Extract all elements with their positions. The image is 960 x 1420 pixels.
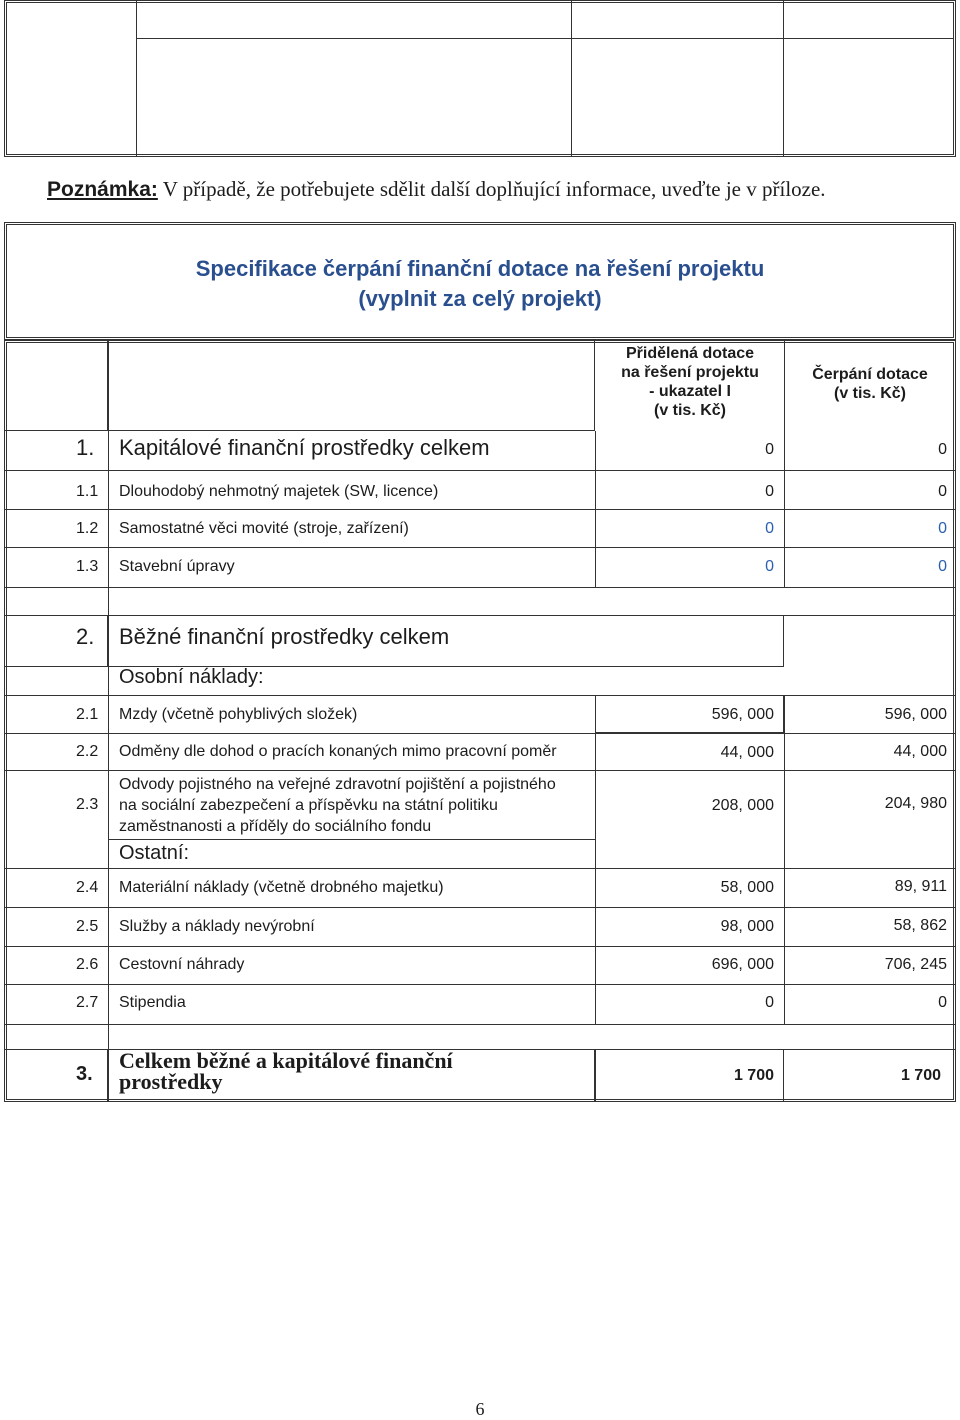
- row-1-2-label: Samostatné věci movité (stroje, zařízení): [119, 520, 409, 537]
- row-2-4-label: Materiální náklady (včetně drobného majetku): [119, 879, 444, 896]
- section3-drawn: 1 700: [900, 1067, 941, 1084]
- row-2-5-allocated: 98, 000: [720, 918, 774, 935]
- col-divider: [595, 695, 596, 1024]
- row-rule: [4, 907, 956, 908]
- row-2-3-drawn: 204, 980: [884, 795, 947, 812]
- row-2-1-num: 2.1: [76, 706, 99, 723]
- row-2-4-num: 2.4: [76, 879, 99, 896]
- row-2-1-drawn: 596, 000: [884, 706, 947, 723]
- section3-title: Celkem běžné a kapitálové finanční prostředky: [119, 1048, 453, 1094]
- row-1-2-drawn: 0: [938, 520, 947, 537]
- section2-title: Běžné finanční prostředky celkem: [119, 624, 450, 649]
- col-divider: [784, 340, 785, 587]
- top-table-divider: [571, 0, 572, 157]
- note: [47, 177, 826, 202]
- row-2-6-drawn: 706, 245: [884, 956, 947, 973]
- section2-other-heading: Ostatní:: [119, 842, 190, 864]
- top-table-rule: [136, 38, 953, 39]
- row-2-7-num: 2.7: [76, 994, 99, 1011]
- row-rule: [4, 1024, 956, 1025]
- row-rule: [4, 868, 956, 869]
- section2-num: 2.: [76, 624, 95, 649]
- row-1-3-allocated: 0: [765, 558, 774, 575]
- row-2-5-drawn: 58, 862: [893, 917, 947, 934]
- row-2-5-label: Služby a náklady nevýrobní: [119, 918, 315, 935]
- spec-title-line2: (vyplnit za celý projekt): [358, 286, 602, 311]
- row-2-2-label: Odměny dle dohod o pracích konaných mimo pracovní poměr: [119, 743, 557, 760]
- row-rule: [108, 839, 595, 840]
- row-2-1-label: Mzdy (včetně pohyblivých složek): [119, 706, 358, 723]
- page-number: 6: [475, 1399, 485, 1419]
- row-2-2-allocated: 44, 000: [720, 744, 774, 761]
- row-2-7-label: Stipendia: [119, 994, 186, 1011]
- row-rule: [4, 509, 956, 510]
- row-rule: [4, 984, 956, 985]
- row-2-3-allocated: 208, 000: [711, 797, 774, 814]
- row-2-6-allocated: 696, 000: [711, 956, 774, 973]
- header-cell-label: [108, 340, 595, 431]
- note-label: Poznámka:: [47, 178, 158, 201]
- top-table-divider: [783, 0, 784, 157]
- row-1-2-allocated: 0: [765, 520, 774, 537]
- row-2-3-label: Odvody pojistného na veřejné zdravotní pojištění a pojistného na sociální zabezpečení a příspěvku na státní politiku zaměstnanosti a příděly do sociálního fondu: [119, 776, 556, 835]
- row-2-7-allocated: 0: [765, 994, 774, 1011]
- header-cell-num: [4, 340, 108, 431]
- col-divider: [108, 340, 109, 1102]
- row-rule: [4, 587, 956, 588]
- row-2-6-num: 2.6: [76, 956, 99, 973]
- row-rule: [4, 770, 956, 771]
- row-1-2-num: 1.2: [76, 520, 99, 537]
- row-rule: [4, 733, 956, 734]
- row-2-2-drawn: 44, 000: [893, 743, 947, 760]
- header-allocated: Přidělená dotace na řešení projektu - ukazatel I (v tis. Kč): [621, 345, 759, 419]
- section3-num: 3.: [76, 1063, 93, 1085]
- header-drawn: Čerpání dotace (v tis. Kč): [812, 366, 928, 402]
- section1-num: 1.: [76, 435, 95, 460]
- section1-title: Kapitálové finanční prostředky celkem: [119, 435, 490, 460]
- row-rule: [4, 695, 956, 696]
- row-1-1-label: Dlouhodobý nehmotný majetek (SW, licence): [119, 483, 439, 500]
- section3-allocated: 1 700: [733, 1067, 774, 1084]
- note-text: V případě, že potřebujete sdělit další doplňující informace, uveďte je v příloze.: [162, 177, 826, 201]
- row-rule: [4, 946, 956, 947]
- row-1-3-drawn: 0: [938, 558, 947, 575]
- top-table: [4, 0, 956, 157]
- col-divider: [595, 431, 596, 587]
- spec-title-line1: Specifikace čerpání finanční dotace na řešení projektu: [195, 256, 765, 281]
- row-1-1-num: 1.1: [76, 483, 99, 500]
- row-2-4-drawn: 89, 911: [894, 878, 947, 895]
- section1-drawn: 0: [938, 441, 947, 458]
- row-1-3-num: 1.3: [76, 558, 99, 575]
- row-1-1-allocated: 0: [765, 483, 774, 500]
- row-2-6-label: Cestovní náhrady: [119, 956, 245, 973]
- row-2-7-drawn: 0: [938, 994, 947, 1011]
- row-2-3-num: 2.3: [76, 796, 99, 813]
- row-1-1-drawn: 0: [938, 483, 947, 500]
- section2-personal-heading: Osobní náklady:: [119, 666, 264, 688]
- row-2-2-num: 2.2: [76, 743, 99, 760]
- row-rule: [4, 470, 956, 471]
- row-2-5-num: 2.5: [76, 918, 99, 935]
- section1-allocated: 0: [765, 441, 774, 458]
- row-rule: [4, 547, 956, 548]
- top-table-divider: [136, 0, 137, 157]
- row-1-3-label: Stavební úpravy: [119, 558, 235, 575]
- row-2-4-allocated: 58, 000: [720, 879, 774, 896]
- row-2-1-allocated: 596, 000: [711, 706, 774, 723]
- col-divider: [784, 695, 785, 1024]
